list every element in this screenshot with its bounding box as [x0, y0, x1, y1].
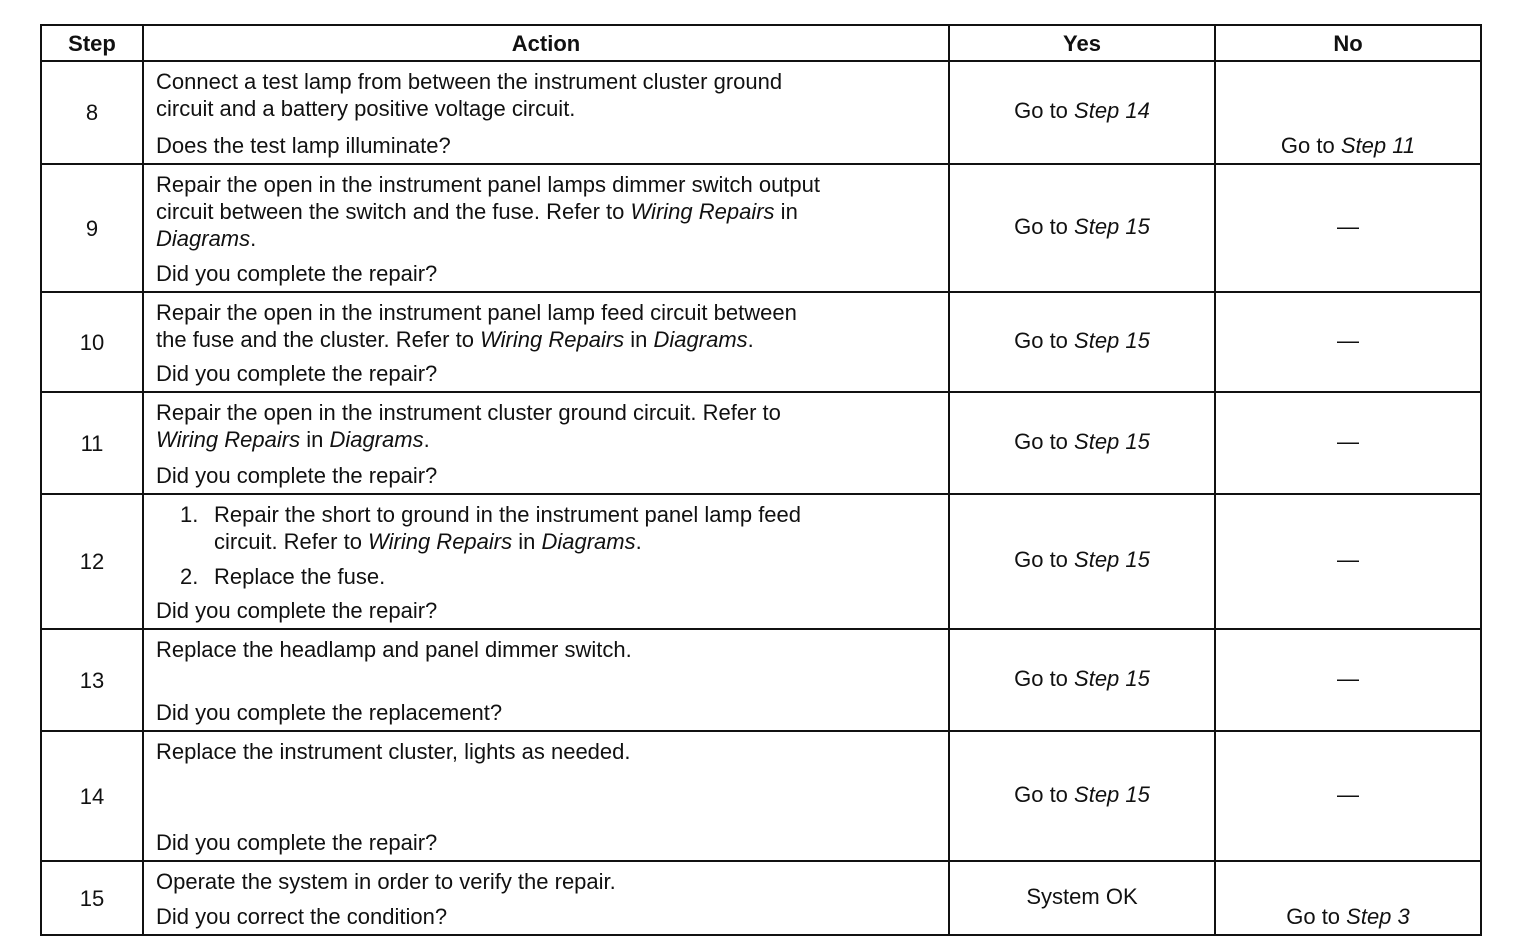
action-cell	[143, 494, 949, 629]
action-cell	[143, 629, 949, 731]
yes-prefix: Go to	[1014, 665, 1075, 691]
diagrams-link[interactable]: Diagrams	[541, 529, 636, 554]
step-number: 13	[41, 629, 143, 731]
yes-cell: System OK	[949, 861, 1215, 935]
list-item-text	[214, 501, 801, 555]
no-prefix: Go to	[1280, 133, 1341, 158]
action-text-part: .	[423, 427, 430, 452]
action-cell	[143, 392, 949, 494]
action-text	[156, 326, 940, 353]
yes-prefix: Go to	[1014, 781, 1075, 807]
step-number: 10	[41, 292, 143, 392]
yes-cell	[949, 392, 1215, 494]
header-no: No	[1215, 25, 1481, 61]
question-text: Did you complete the replacement?	[156, 700, 503, 725]
diagrams-link[interactable]: Diagrams	[329, 427, 424, 452]
header-yes: Yes	[949, 25, 1215, 61]
yes-step-link[interactable]: Step 15	[1074, 547, 1150, 572]
no-cell: —	[1215, 292, 1481, 392]
yes-prefix: Go to	[1014, 213, 1075, 239]
question-text: Did you complete the repair?	[156, 830, 438, 855]
action-text	[156, 426, 940, 453]
table-row	[41, 731, 1481, 861]
yes-cell	[949, 731, 1215, 861]
step-number: 14	[41, 731, 143, 861]
action-text: Connect a test lamp from between the instrument cluster ground	[156, 69, 783, 94]
action-cell	[143, 292, 949, 392]
wiring-repairs-link[interactable]: Wiring Repairs	[156, 427, 301, 452]
table-row	[41, 861, 1481, 935]
question-text: Does the test lamp illuminate?	[156, 133, 451, 158]
question-text: Did you complete the repair?	[156, 261, 438, 286]
action-text-part: circuit between the switch and the fuse. Refer to	[156, 199, 631, 224]
no-cell	[1215, 861, 1481, 935]
yes-step-link[interactable]: Step 14	[1074, 98, 1150, 123]
yes-prefix: Go to	[1014, 327, 1075, 353]
yes-step-link[interactable]: Step 15	[1074, 428, 1150, 454]
yes-step-link[interactable]: Step 15	[1074, 327, 1150, 353]
yes-step-link[interactable]: Step 15	[1074, 781, 1150, 807]
header-row	[41, 25, 1481, 61]
table-row	[41, 629, 1481, 731]
no-cell: —	[1215, 164, 1481, 292]
action-text-part: .	[250, 226, 257, 251]
step-number: 15	[41, 861, 143, 935]
step-number: 11	[41, 392, 143, 494]
action-text: Replace the headlamp and panel dimmer switch.	[156, 637, 632, 662]
question-text: Did you complete the repair?	[156, 598, 438, 623]
wiring-repairs-link[interactable]: Wiring Repairs	[630, 199, 775, 224]
action-text: Operate the system in order to verify the repair.	[156, 869, 616, 894]
header-action: Action	[143, 25, 949, 61]
list-item	[180, 563, 940, 590]
yes-cell	[949, 164, 1215, 292]
action-text: circuit and a battery positive voltage circuit.	[156, 96, 576, 121]
step-number: 8	[41, 61, 143, 164]
action-text-part: in	[774, 199, 798, 224]
diagrams-link[interactable]: Diagrams	[653, 327, 748, 352]
sub-step-list	[156, 501, 940, 590]
no-step-link[interactable]: Step 11	[1340, 133, 1416, 158]
action-text: Repair the open in the instrument panel lamps dimmer switch output	[156, 172, 821, 197]
yes-cell	[949, 61, 1215, 164]
yes-prefix: Go to	[1014, 547, 1075, 572]
list-item-text: Replace the fuse.	[214, 564, 386, 589]
yes-prefix: Go to	[1014, 98, 1075, 123]
no-cell: —	[1215, 392, 1481, 494]
list-item	[180, 501, 940, 555]
wiring-repairs-link[interactable]: Wiring Repairs	[368, 529, 513, 554]
action-text: Repair the open in the instrument cluster ground circuit. Refer to	[156, 400, 781, 425]
action-text-part: .	[747, 327, 754, 352]
action-text	[156, 225, 940, 252]
yes-cell	[949, 629, 1215, 731]
no-cell	[1215, 61, 1481, 164]
action-cell	[143, 861, 949, 935]
action-text-part: .	[635, 529, 642, 554]
action-text: Repair the short to ground in the instrument panel lamp feed	[214, 502, 802, 527]
question-text: Did you correct the condition?	[156, 904, 448, 929]
action-text	[156, 198, 940, 225]
step-number: 12	[41, 494, 143, 629]
question-text: Did you complete the repair?	[156, 361, 438, 386]
yes-prefix: Go to	[1014, 428, 1075, 454]
yes-step-link[interactable]: Step 15	[1074, 665, 1150, 691]
action-text-part: circuit. Refer to	[214, 529, 369, 554]
action-text-part: in	[512, 529, 542, 554]
action-text-part: in	[300, 427, 330, 452]
yes-step-link[interactable]: Step 15	[1074, 213, 1150, 239]
list-number: 1.	[180, 502, 199, 527]
no-cell: —	[1215, 629, 1481, 731]
yes-cell	[949, 292, 1215, 392]
question-text: Did you complete the repair?	[156, 463, 438, 488]
no-prefix: Go to	[1286, 904, 1347, 929]
diagrams-link[interactable]: Diagrams	[156, 226, 251, 251]
action-cell	[143, 61, 949, 164]
no-step-link[interactable]: Step 3	[1346, 904, 1410, 929]
action-text-part: the fuse and the cluster. Refer to	[156, 327, 481, 352]
action-cell	[143, 731, 949, 861]
action-text: Repair the open in the instrument panel lamp feed circuit between	[156, 300, 797, 325]
action-cell	[143, 164, 949, 292]
table-row	[41, 494, 1481, 629]
table-row	[41, 61, 1481, 164]
diagnostic-table	[40, 24, 1482, 936]
wiring-repairs-link[interactable]: Wiring Repairs	[480, 327, 625, 352]
action-text	[214, 528, 801, 555]
table-row	[41, 392, 1481, 494]
header-step: Step	[41, 25, 143, 61]
no-cell: —	[1215, 731, 1481, 861]
action-text: Replace the instrument cluster, lights as needed.	[156, 739, 631, 764]
action-text-part: in	[624, 327, 654, 352]
list-number: 2.	[180, 564, 199, 589]
yes-cell	[949, 494, 1215, 629]
table-row	[41, 164, 1481, 292]
step-number: 9	[41, 164, 143, 292]
table-row	[41, 292, 1481, 392]
no-cell: —	[1215, 494, 1481, 629]
